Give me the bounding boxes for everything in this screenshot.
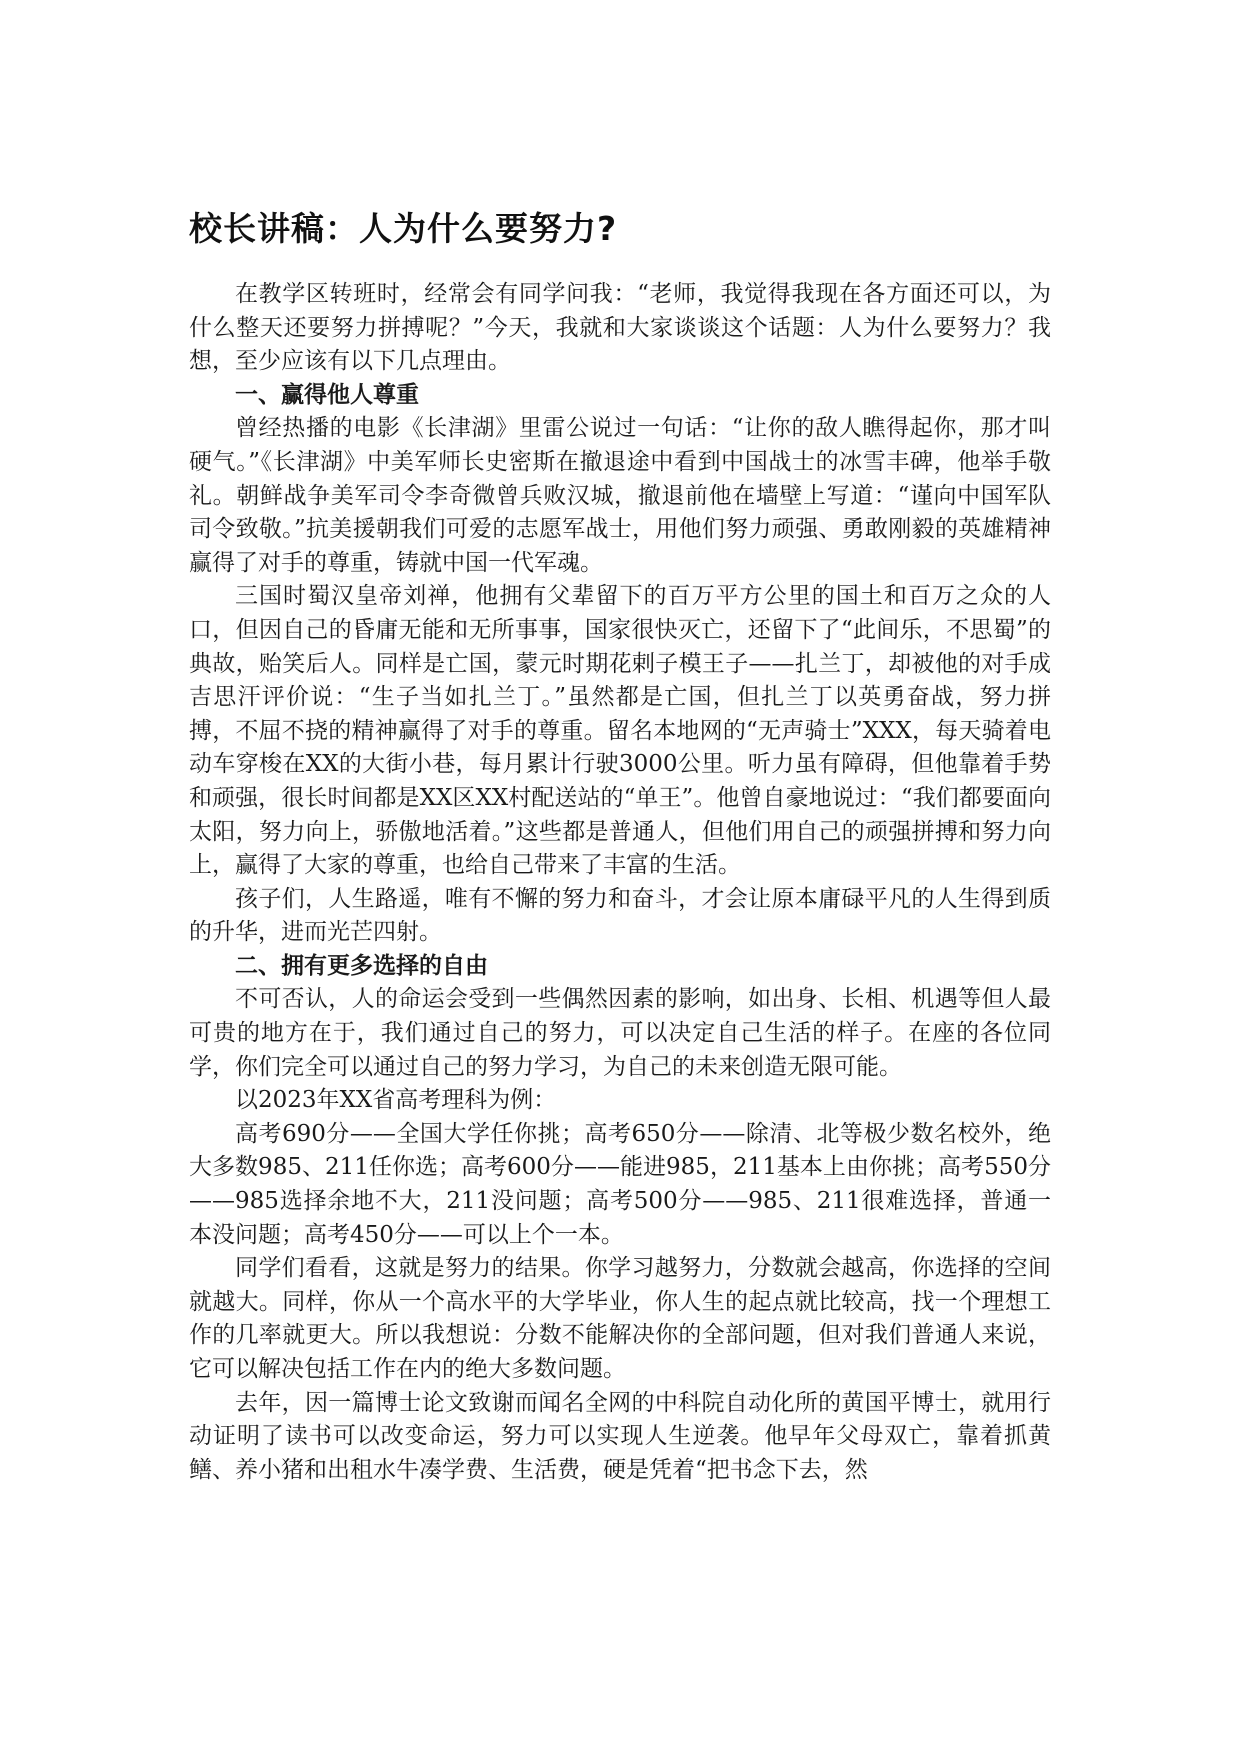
paragraph-exam-scores: 高考690分——全国大学任你挑；高考650分——除清、北等极少数名校外，绝大多数985、211任你选；高考600分——能进985，211基本上由你挑；高考550分——985选择余地不大，211没问题；高考500分——985、211很难选择，普通一本没问题；高考450分——可以上个一本。 (189, 1120, 1051, 1248)
paragraph-intro: 在教学区转班时，经常会有同学问我：“老师，我觉得我现在各方面还可以，为什么整天还要努力拼搏呢？”今天，我就和大家谈谈这个话题：人为什么要努力？我想，至少应该有以下几点理由。 (189, 281, 1051, 375)
paragraph-destiny: 不可否认，人的命运会受到一些偶然因素的影响，如出身、长相、机遇等但人最可贵的地方在于，我们通过自己的努力，可以决定自己生活的样子。在座的各位同学，你们完全可以通过自己的努力学习，为自己的未来创造无限可能。 (189, 986, 1051, 1080)
section-heading-respect: 一、赢得他人尊重 (235, 381, 419, 408)
document-body (189, 278, 1051, 1487)
paragraph-doctor-story: 去年，因一篇博士论文致谢而闻名全网的中科院自动化所的黄国平博士，就用行动证明了读书可以改变命运，努力可以实现人生逆袭。他早年父母双亡，靠着抓黄鳝、养小猪和出租水牛凑学费、生活费，硬是凭着“把书念下去，然 (189, 1389, 1051, 1483)
paragraph-changjin-lake: 曾经热播的电影《长津湖》里雷公说过一句话：“让你的敌人瞧得起你，那才叫硬气。”《长津湖》中美军师长史密斯在撤退途中看到中国战士的冰雪丰碑，他举手敬礼。朝鲜战争美军司令李奇微曾兵败汉城，撤退前他在墙壁上写道：“谨向中国军队司令致敬。”抗美援朝我们可爱的志愿军战士，用他们努力顽强、勇敢刚毅的英雄精神赢得了对手的尊重，铸就中国一代军魂。 (189, 415, 1051, 576)
document-title: 校长讲稿：人为什么要努力? (189, 209, 618, 248)
document-page (189, 206, 1051, 1487)
paragraph-three-kingdoms: 三国时蜀汉皇帝刘禅，他拥有父辈留下的百万平方公里的国土和百万之众的人口，但因自己的昏庸无能和无所事事，国家很快灭亡，还留下了“此间乐，不思蜀”的典故，贻笑后人。同样是亡国，蒙元时期花剌子模王子——扎兰丁，却被他的对手成吉思汗评价说：“生子当如扎兰丁。”虽然都是亡国，但扎兰丁以英勇奋战，努力拼搏，不屈不挠的精神赢得了对手的尊重。留名本地网的“无声骑士”XXX，每天骑着电动车穿梭在XX的大街小巷，每月累计行驶3000公里。听力虽有障碍，但他靠着手势和顽强，很长时间都是XX区XX村配送站的“单王”。他曾自豪地说过：“我们都要面向太阳，努力向上，骄傲地活着。”这些都是普通人，但他们用自己的顽强拼搏和努力向上，赢得了大家的尊重，也给自己带来了丰富的生活。 (189, 583, 1051, 879)
paragraph-effort-result: 同学们看看，这就是努力的结果。你学习越努力，分数就会越高，你选择的空间就越大。同样，你从一个高水平的大学毕业，你人生的起点就比较高，找一个理想工作的几率就更大。所以我想说：分数不能解决你的全部问题，但对我们普通人来说，它可以解决包括工作在内的绝大多数问题。 (189, 1255, 1051, 1382)
paragraph-exam-example: 以2023年XX省高考理科为例： (235, 1087, 557, 1114)
section-heading-choice: 二、拥有更多选择的自由 (235, 952, 488, 979)
paragraph-children: 孩子们，人生路遥，唯有不懈的努力和奋斗，才会让原本庸碌平凡的人生得到质的升华，进而光芒四射。 (189, 885, 1051, 946)
